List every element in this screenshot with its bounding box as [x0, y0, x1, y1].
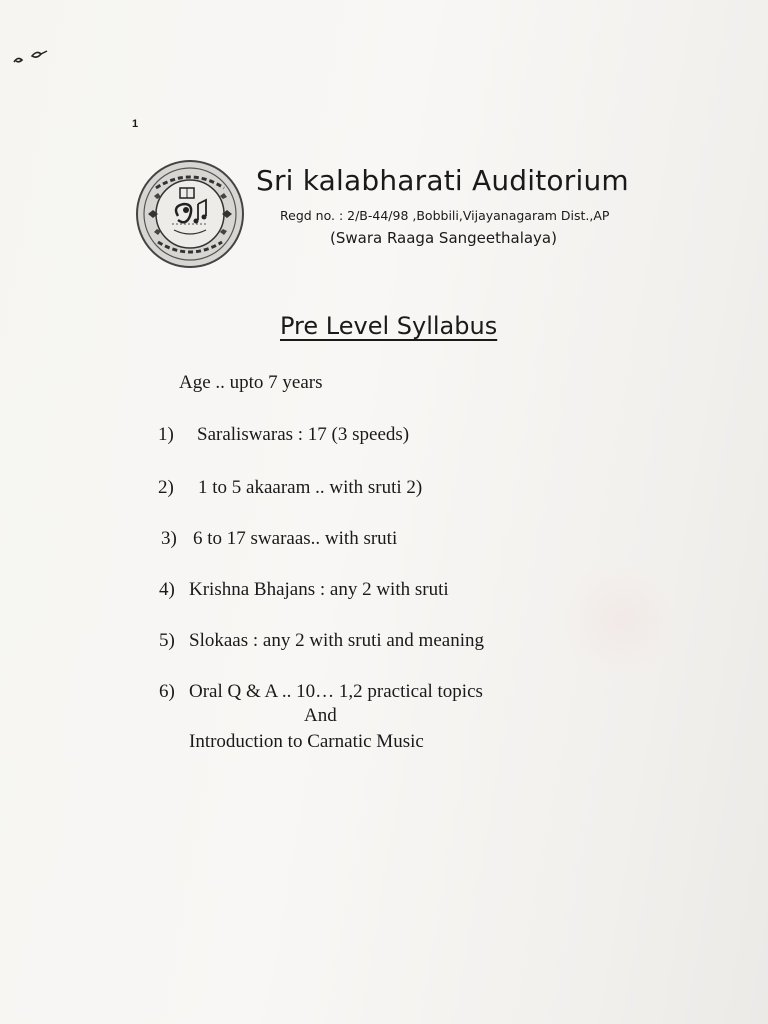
item-number: 2): [158, 477, 174, 498]
paper-stain: [560, 560, 680, 680]
introduction-line: Introduction to Carnatic Music: [189, 731, 424, 752]
registration-number: Regd no. : 2/B-44/98 ,Bobbili,Vijayanagaram Dist.,AP: [280, 208, 610, 223]
item-number: 6): [159, 681, 175, 702]
page-number: 1: [132, 118, 139, 130]
item-text: 6 to 17 swaraas.. with sruti: [193, 528, 398, 549]
syllabus-item: [158, 424, 409, 446]
item-text: Slokaas : any 2 with sruti and meaning: [189, 630, 484, 651]
page-title: Pre Level Syllabus: [280, 312, 498, 340]
pen-scribble-mark: [10, 46, 50, 68]
organization-subtitle: (Swara Raaga Sangeethalaya): [330, 229, 557, 247]
syllabus-item: [159, 630, 484, 652]
syllabus-item: [158, 477, 422, 499]
organization-name: Sri kalabharati Auditorium: [256, 164, 629, 197]
item-text: Saraliswaras : 17 (3 speeds): [197, 424, 410, 445]
item-number: 3): [161, 528, 177, 549]
institution-seal-icon: [134, 158, 246, 270]
syllabus-item: [159, 681, 483, 703]
item-text: Krishna Bhajans : any 2 with sruti: [189, 579, 449, 600]
age-requirement: Age .. upto 7 years: [179, 372, 323, 393]
item-number: 1): [158, 424, 174, 445]
syllabus-item: [159, 579, 449, 601]
conjunction-line: And: [304, 705, 337, 726]
item-number: 4): [159, 579, 175, 600]
item-text: Oral Q & A .. 10… 1,2 practical topics: [189, 681, 483, 702]
item-number: 5): [159, 630, 175, 651]
syllabus-item: [161, 528, 397, 550]
item-text: 1 to 5 akaaram .. with sruti 2): [198, 477, 423, 498]
